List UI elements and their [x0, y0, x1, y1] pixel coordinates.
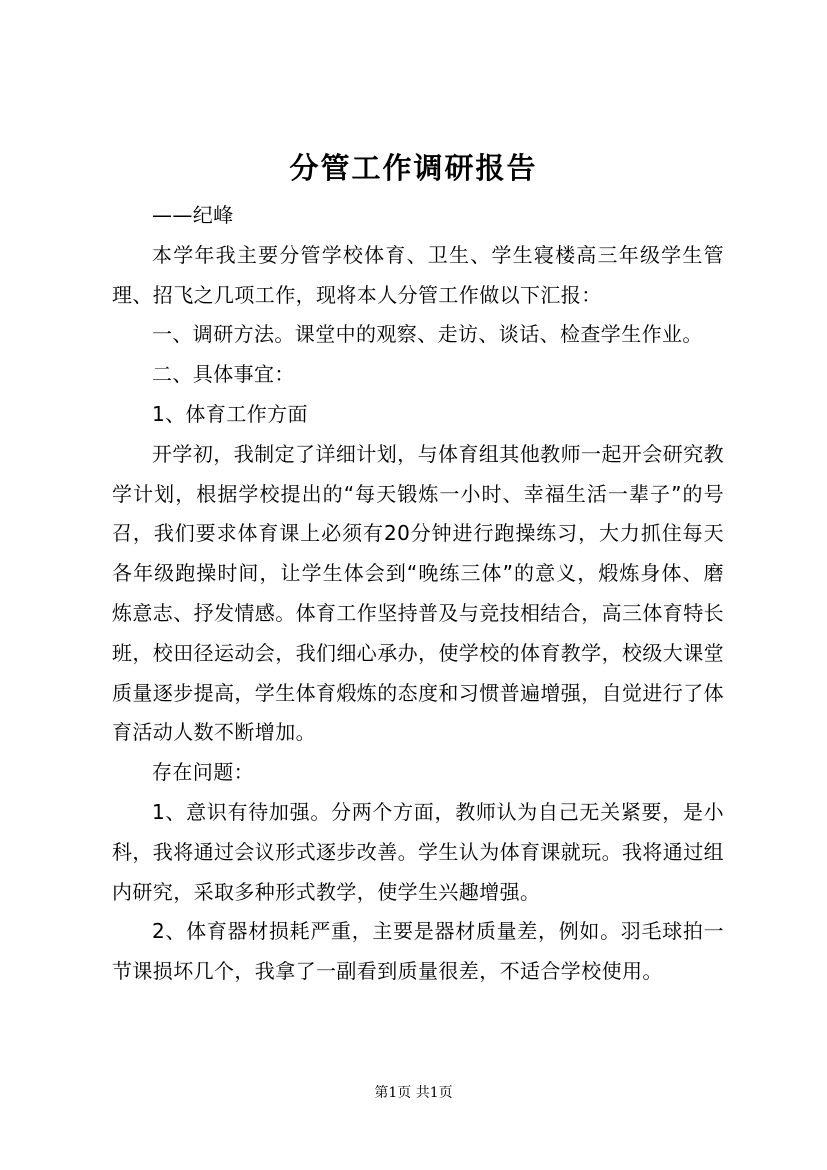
author-line: ——纪峰 [152, 203, 234, 227]
problem-item-2: 2、体育器材损耗严重，主要是器材质量差，例如。羽毛球拍一节课损坏几个，我拿了一副看到质量很差，不适合学校使用。 [112, 919, 724, 984]
page-footer: 第1页 共1页 [374, 1085, 453, 1101]
subsection-pe-heading: 1、体育工作方面 [152, 401, 308, 426]
pe-work-paragraph: 开学初，我制定了详细计划，与体育组其他教师一起开会研究教学计划，根据学校提出的“每天锻炼一小时、幸福生活一辈子”的号召，我们要求体育课上必须有20分钟进行跑操练习，大力抓住每天各年级跑操时间，让学生体会到“晚练三体”的意义，煅炼身体、磨炼意志、抒发情感。体育工作坚持普及与竞技相结合，高三体育特长班，校田径运动会，我们细心承办，使学校的体育教学，校级大课堂质量逐步提高，学生体育煅炼的态度和习惯普遍增强，自觉进行了体育活动人数不断增加。 [112, 441, 724, 745]
document-title: 分管工作调研报告 [289, 151, 538, 185]
document-body [112, 196, 724, 992]
section-method: 一、调研方法。课堂中的观察、走访、谈话、检查学生作业。 [152, 322, 703, 347]
problem-item-1: 1、意识有待加强。分两个方面，教师认为自己无关紧要，是小科，我将通过会议形式逐步改善。学生认为体育课就玩。我将通过组内研究，采取多种形式教学，使学生兴趣增强。 [112, 799, 724, 904]
problems-heading: 存在问题： [152, 760, 254, 785]
intro-paragraph: 本学年我主要分管学校体育、卫生、学生寝楼高三年级学生管理、招飞之几项工作，现将本人分管工作做以下汇报： [112, 242, 724, 307]
section-details-heading: 二、具体事宜： [152, 362, 295, 387]
